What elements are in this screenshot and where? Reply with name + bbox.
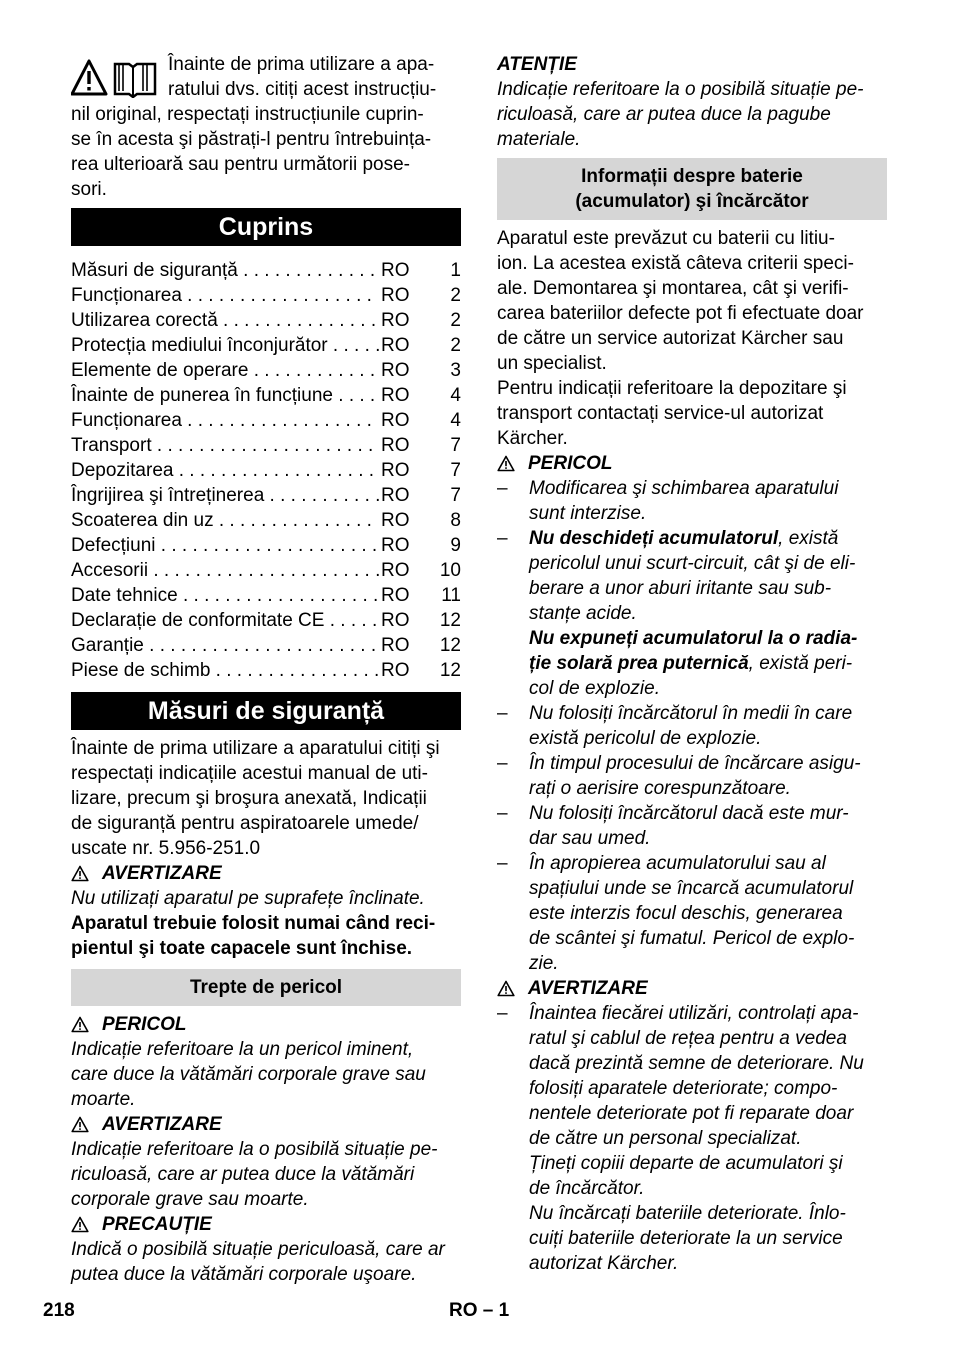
toc-entry-page: 8: [450, 510, 461, 531]
list-item-line: rați o aerisire corespunzătoare.: [529, 778, 791, 799]
section-indicator: RO – 1: [449, 1300, 510, 1321]
toc-entry-title: Funcționarea . . .: [71, 408, 379, 433]
toc-entry[interactable]: [71, 283, 461, 308]
toc-entry-lang: RO: [381, 610, 410, 631]
left-column: [71, 52, 461, 1287]
list-item-bold: Nu deschideți acumulatorul: [529, 528, 779, 549]
toc-entry-title: Depozitarea . . .: [71, 458, 379, 483]
toc-entry-lang: RO: [381, 335, 410, 356]
battery-warning-label: [497, 976, 887, 1001]
intro-line: rea ulterioară sau pentru următorii pose-: [71, 154, 411, 175]
battery-para-line: carea bateriilor defecte pot fi efectuate doar: [497, 303, 864, 324]
toc-entry-lang: RO: [381, 485, 410, 506]
toc-entry-page: 2: [450, 310, 461, 331]
toc-entry[interactable]: [71, 383, 461, 408]
danger-label-text: PERICOL: [528, 453, 613, 474]
toc-entry-title: Funcționarea . . .: [71, 283, 379, 308]
toc-entry[interactable]: [71, 483, 461, 508]
toc-entry-title: Piese de schimb . . .: [71, 658, 379, 683]
list-item-line: col de explozie.: [529, 678, 660, 699]
hazard-text-line: Indicație referitoare la un pericol iminent,: [71, 1039, 414, 1060]
intro-line: Înainte de prima utilizare a apa-: [168, 54, 435, 75]
toc-entry-title: Transport . . .: [71, 433, 379, 458]
battery-para-line: de către un service autorizat Kärcher sau: [497, 328, 844, 349]
toc-entry[interactable]: [71, 508, 461, 533]
toc-entry-lang: RO: [381, 510, 410, 531]
attention-label: ATENȚIE: [497, 54, 577, 75]
toc-entry-lang: RO: [381, 410, 410, 431]
list-item-line: nentele deteriorate pot fi reparate doar: [529, 1103, 854, 1124]
warning-label-text: AVERTIZARE: [102, 863, 222, 884]
danger-list-item: – Nu folosiți încărcătorul în medii în care există pericolul de explozie.: [497, 703, 853, 749]
toc-entry-page: 12: [439, 660, 461, 681]
battery-para-line: ion. La acestea există câteva criterii speci-: [497, 253, 854, 274]
list-item-line: de scântei şi fumatul. Pericol de explo-: [529, 928, 855, 949]
danger-list-item: – În timpul procesului de încărcare asigu- rați o aerisire corespunzătoare.: [497, 753, 861, 799]
battery-body: [497, 226, 887, 1276]
toc-entry-lang: RO: [381, 260, 410, 281]
toc-entry-page: 2: [450, 335, 461, 356]
toc-entry-lang: RO: [381, 635, 410, 656]
list-item-bold: Nu expuneți acumulatorul la o radia-: [529, 628, 858, 649]
warning-triangle-icon: [71, 1216, 89, 1233]
danger-list-item: – Nu deschideți acumulatorul, există pericolul unui scurt-circuit, cât şi de eli- berare a unor aburi iritante sau sub- stanțe acide. Nu expuneți acumulatorul la o radia- ție solară prea puternică, există peri- col de explozie.: [497, 528, 858, 699]
safety-intro: [71, 736, 461, 861]
toc-list: [71, 258, 461, 683]
battery-danger-label: [497, 451, 887, 476]
list-item-line: dacă prezintă semne de deteriorare. Nu: [529, 1053, 864, 1074]
list-item-line: este interzis focul deschis, generarea: [529, 903, 843, 924]
toc-entry-page: 4: [450, 410, 461, 431]
battery-para-line: ale. Demontarea şi montarea, cât şi verifi-: [497, 278, 849, 299]
toc-entry-page: 1: [450, 260, 461, 281]
hazard-text-line: riculoasă, care ar putea duce la vătămări: [71, 1164, 415, 1185]
battery-para-line: Pentru indicații referitoare la depozitare şi: [497, 378, 847, 399]
list-item-line: berare a unor aburi iritante sau sub-: [529, 578, 832, 599]
intro-block: [71, 52, 461, 202]
list-item-line: ratul şi cablul de rețea pentru a vedea: [529, 1028, 847, 1049]
toc-entry-page: 7: [450, 460, 461, 481]
toc-entry-lang: RO: [381, 360, 410, 381]
toc-entry-title: Utilizarea corectă . . .: [71, 308, 379, 333]
list-item-line: spațiului unde se încarcă acumulatorul: [529, 878, 854, 899]
hazard-text-line: Indică o posibilă situație periculoasă, care ar: [71, 1239, 445, 1260]
hazard-label: [71, 1212, 461, 1237]
toc-entry-title: Scoaterea din uz . . .: [71, 508, 379, 533]
warning-label-text: AVERTIZARE: [528, 978, 648, 999]
hazard-text-line: putea duce la vătămări corporale uşoare.: [71, 1264, 417, 1285]
toc-entry[interactable]: [71, 408, 461, 433]
safety-warning-bold-line: Aparatul trebuie folosit numai când reci-: [71, 913, 436, 934]
hazard-text-line: moarte.: [71, 1089, 136, 1110]
toc-entry-title: Garanție . . .: [71, 633, 379, 658]
toc-entry-page: 4: [450, 385, 461, 406]
page-number: 218: [43, 1300, 75, 1321]
warning-extra-line: cuiți bateriile deteriorate la un service: [529, 1228, 843, 1249]
toc-entry-lang: RO: [381, 385, 410, 406]
safety-intro-line: lizare, precum şi broşura anexată, Indicații: [71, 788, 427, 809]
warning-triangle-icon: [497, 980, 515, 997]
toc-entry-page: 10: [439, 560, 461, 581]
list-item-line: Înaintea fiecărei utilizări, controlați apa-: [529, 1003, 859, 1024]
list-item-line: de către un personal specializat.: [529, 1128, 802, 1149]
warning-triangle-icon: [497, 455, 515, 472]
safety-heading: Măsuri de siguranță: [71, 692, 461, 730]
list-item-line: În timpul procesului de încărcare asigu-: [529, 753, 861, 774]
safety-intro-line: de siguranță pentru aspiratoarele umede/: [71, 813, 419, 834]
toc-entry-title: Date tehnice . . .: [71, 583, 379, 608]
hazard-text-line: Indicație referitoare la o posibilă situație pe-: [71, 1139, 438, 1160]
list-item-line: Modificarea şi schimbarea aparatului: [529, 478, 839, 499]
warning-extra-line: autorizat Kärcher.: [529, 1253, 679, 1274]
list-item-line: , există peri-: [748, 653, 853, 674]
battery-para-line: un specialist.: [497, 353, 607, 374]
list-item-line: În apropierea acumulatorului sau al: [529, 853, 826, 874]
warning-triangle-icon: [71, 1016, 89, 1033]
toc-entry[interactable]: [71, 583, 461, 608]
toc-entry[interactable]: [71, 458, 461, 483]
toc-entry-lang: RO: [381, 560, 410, 581]
intro-line: ratului dvs. citiți acest instrucțiu-: [168, 79, 437, 100]
list-item-line: Nu folosiți încărcătorul în medii în care: [529, 703, 853, 724]
safety-warning-bold-line: pientul şi toate capacele sunt închise.: [71, 938, 413, 959]
toc-entry-page: 12: [439, 635, 461, 656]
warning-extra-line: Țineți copiii departe de acumulatori şi: [529, 1153, 843, 1174]
hazard-levels-heading: Trepte de pericol: [71, 969, 461, 1006]
danger-list-item: – Modificarea şi schimbarea aparatului sunt interzise.: [497, 478, 839, 524]
hazard-label-text: PERICOL: [102, 1014, 187, 1035]
toc-entry[interactable]: [71, 333, 461, 358]
hazard-text-line: corporale grave sau moarte.: [71, 1189, 309, 1210]
list-item-line: dar sau umed.: [529, 828, 651, 849]
warning-triangle-icon: [71, 1116, 89, 1133]
intro-line: se în acesta şi păstrați-l pentru întrebuința-: [71, 129, 432, 150]
toc-entry-title: Accesorii . . .: [71, 558, 379, 583]
hazard-text-line: care duce la vătămări corporale grave sau: [71, 1064, 426, 1085]
toc-entry[interactable]: [71, 608, 461, 633]
battery-heading-line: (acumulator) şi încărcător: [575, 191, 809, 212]
intro-line: sori.: [71, 179, 107, 200]
toc-entry-page: 12: [439, 610, 461, 631]
toc-entry-lang: RO: [381, 310, 410, 331]
list-item-line: pericolul unui scurt-circuit, cât şi de eli-: [529, 553, 856, 574]
warning-extra-line: de încărcător.: [529, 1178, 645, 1199]
toc-entry-title: Măsuri de siguranță . . .: [71, 258, 379, 283]
toc-entry[interactable]: [71, 633, 461, 658]
safety-intro-line: Înainte de prima utilizare a aparatului citiți şi: [71, 738, 440, 759]
toc-entry-lang: RO: [381, 435, 410, 456]
toc-entry[interactable]: [71, 533, 461, 558]
list-item-line: , există: [778, 528, 839, 549]
danger-list-item: – Nu folosiți încărcătorul dacă este mur- dar sau umed.: [497, 803, 849, 849]
safety-intro-line: respectați indicațiile acestui manual de uti-: [71, 763, 428, 784]
toc-entry[interactable]: [71, 558, 461, 583]
toc-entry-lang: RO: [381, 460, 410, 481]
hazard-levels-list: [71, 1012, 461, 1287]
attention-text-line: riculoasă, care ar putea duce la pagube: [497, 104, 831, 125]
battery-heading: [497, 158, 887, 220]
toc-entry-page: 3: [450, 360, 461, 381]
warning-and-manual-icon: [71, 58, 161, 98]
toc-entry-page: 7: [450, 485, 461, 506]
danger-list-item: – În apropierea acumulatorului sau al spațiului unde se încarcă acumulatorul este interzis focul deschis, generarea de scântei şi fumatul. Pericol de explo- zie.: [497, 853, 855, 974]
toc-entry-lang: RO: [381, 535, 410, 556]
hazard-label-text: PRECAUȚIE: [102, 1214, 212, 1235]
battery-heading-line: Informații despre baterie: [581, 166, 803, 187]
toc-entry-page: 2: [450, 285, 461, 306]
hazard-label-text: AVERTIZARE: [102, 1114, 222, 1135]
toc-entry[interactable]: [71, 658, 461, 683]
hazard-label: [71, 1112, 461, 1137]
battery-para-line: Aparatul este prevăzut cu baterii cu litiu-: [497, 228, 835, 249]
battery-para-line: transport contactați service-ul autorizat: [497, 403, 824, 424]
toc-entry-lang: RO: [381, 660, 410, 681]
attention-text-line: Indicație referitoare la o posibilă situație pe-: [497, 79, 864, 100]
list-item-line: există pericolul de explozie.: [529, 728, 762, 749]
toc-entry[interactable]: [71, 308, 461, 333]
list-item-line: stanțe acide.: [529, 603, 637, 624]
toc-entry[interactable]: [71, 433, 461, 458]
warning-extra-line: Nu încărcați bateriile deteriorate. Înlo-: [529, 1203, 846, 1224]
attention-text-line: materiale.: [497, 129, 581, 150]
warning-list-item: – Înaintea fiecărei utilizări, controlați apa- ratul şi cablul de rețea pentru a vedea dacă prezintă semne de deteriorare. Nu folosiți aparatele deteriorate; compo- nentele deteriorate pot fi reparate doar de către un personal specializat.: [497, 1003, 864, 1149]
intro-line: nil original, respectați instrucțiunile cuprin-: [71, 104, 424, 125]
toc-entry-lang: RO: [381, 285, 410, 306]
list-item-line: Nu folosiți încărcătorul dacă este mur-: [529, 803, 849, 824]
toc-entry-lang: RO: [381, 585, 410, 606]
toc-entry-title: Elemente de operare . . .: [71, 358, 379, 383]
toc-entry-title: Îngrijirea şi întreținerea . . .: [71, 483, 379, 508]
toc-entry-page: 9: [450, 535, 461, 556]
safety-warning-label: [71, 861, 461, 886]
toc-entry-title: Protecția mediului înconjurător . . .: [71, 333, 379, 358]
list-item-bold: ție solară prea puternică: [529, 653, 749, 674]
safety-intro-line: uscate nr. 5.956-251.0: [71, 838, 261, 859]
hazard-label: [71, 1012, 461, 1037]
toc-entry-title: Înainte de punerea în funcțiune . . .: [71, 383, 379, 408]
list-item-line: sunt interzise.: [529, 503, 647, 524]
toc-entry-page: 11: [441, 585, 461, 606]
toc-entry-page: 7: [450, 435, 461, 456]
safety-warning-text: Nu utilizați aparatul pe suprafețe înclinate.: [71, 888, 425, 909]
toc-entry[interactable]: [71, 358, 461, 383]
right-column: [497, 52, 887, 1276]
list-item-line: zie.: [529, 953, 559, 974]
battery-para-line: Kärcher.: [497, 428, 568, 449]
toc-entry-title: Declarație de conformitate CE . . .: [71, 608, 379, 633]
warning-triangle-icon: [71, 865, 89, 882]
toc-entry[interactable]: [71, 258, 461, 283]
toc-heading: Cuprins: [71, 208, 461, 246]
list-item-line: folosiți aparatele deteriorate; compo-: [529, 1078, 838, 1099]
toc-entry-title: Defecțiuni . . .: [71, 533, 379, 558]
